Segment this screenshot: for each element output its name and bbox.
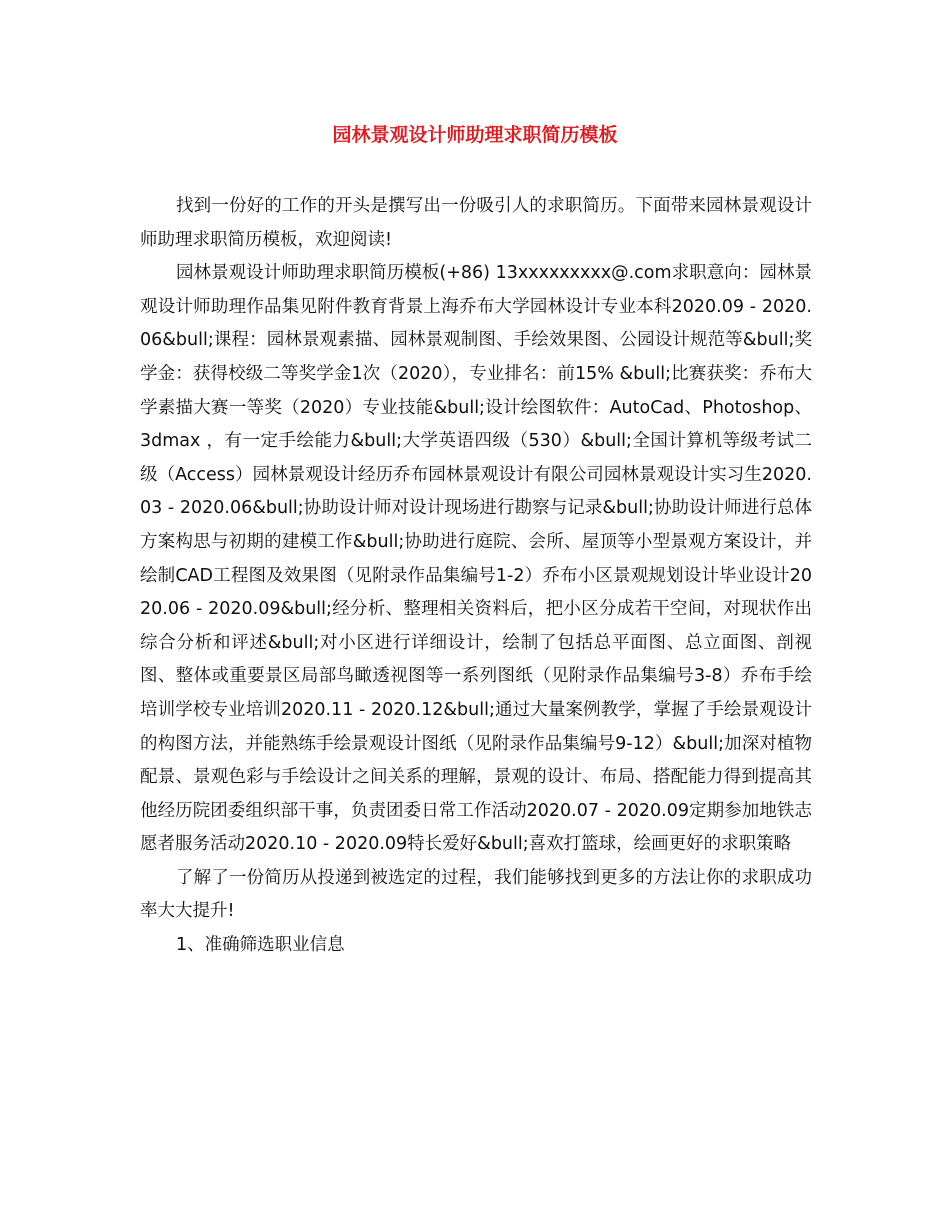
section-heading-1: 1、准确筛选职业信息 [176,935,345,956]
strategy-paragraph: 了解了一份简历从投递到被选定的过程，我们能够找到更多的方法让你的求职成功率大大提升! [140,867,812,922]
resume-content-paragraph: 园林景观设计师助理求职简历模板(+86) 13xxxxxxxxx@.com求职意向：园林景观设计师助理作品集见附件教育背景上海乔布大学园林设计专业本科2020.09 - 2020.06&bull;课程：园林景观素描、园林景观制图、手绘效果图、公园设计规范等&bull;奖学金：获得校级二等奖学金1次（2020），专业排名：前15% &bull;比赛获奖：乔布大学素描大赛一等奖（2020）专业技能&bull;设计绘图软件：AutoCad、Photoshop、3dmax ，有一定手绘能力&bull;大学英语四级（530）&bull;全国计算机等级考试二级（Access）园林景观设计经历乔布园林景观设计有限公司园林景观设计实习生2020.03 - 2020.06&bull;协助设计师对设计现场进行勘察与记录&bull;协助设计师进行总体方案构思与初期的建模工作&bull;协助进行庭院、会所、屋顶等小型景观方案设计，并绘制CAD工程图及效果图（见附录作品集编号1-2）乔布小区景观规划设计毕业设计2020.06 - 2020.09&bull;经分析、整理相关资料后，把小区分成若干空间，对现状作出综合分析和评述&bull;对小区进行详细设计，绘制了包括总平面图、总立面图、剖视图、整体或重要景区局部鸟瞰透视图等一系列图纸（见附录作品集编号3-8）乔布手绘培训学校专业培训2020.11 - 2020.12&bull;通过大量案例教学，掌握了手绘景观设计的构图方法，并能熟练手绘景观设计图纸（见附录作品集编号9-12）&bull;加深对植物配景、景观色彩与手绘设计之间关系的理解，景观的设计、布局、搭配能力得到提高其他经历院团委组织部干事，负责团委日常工作活动2020.07 - 2020.09定期参加地铁志愿者服务活动2020.10 - 2020.09特长爱好&bull;喜欢打篮球，绘画更好的求职策略 [140,263,812,855]
intro-paragraph: 找到一份好的工作的开头是撰写出一份吸引人的求职简历。下面带来园林景观设计师助理求职简历模板，欢迎阅读! [140,196,812,250]
document-title: 园林景观设计师助理求职简历模板 [332,124,618,146]
document-body [140,190,812,963]
